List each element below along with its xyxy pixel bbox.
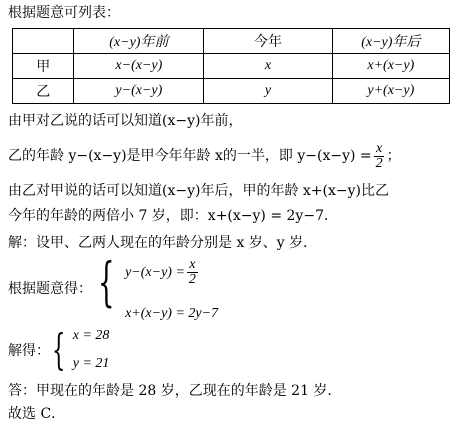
fraction — [374, 142, 385, 171]
fraction-denominator: 2 — [375, 155, 383, 171]
table-header-row — [13, 29, 450, 54]
reasoning-line-2 — [8, 140, 401, 172]
system-1-eq-2: x+(x−y) = 2y−7 — [125, 306, 219, 321]
equation-system-2 — [52, 325, 110, 374]
system-1-eq-1-text: y−(x−y) = — [125, 264, 185, 280]
table-cell: x+(x−y) — [332, 54, 449, 79]
table-cell: x — [204, 54, 332, 79]
reasoning-line-3: 由乙对甲说的话可以知道(x−y)年后，甲的年龄 x+(x−y)比乙 — [8, 183, 389, 199]
intro-text: 根据题意可列表： — [8, 5, 120, 21]
left-brace-icon: { — [52, 325, 66, 374]
system-1-eq-1 — [125, 258, 218, 287]
table-header-cell: (x−y)年后 — [332, 29, 449, 54]
table-header-cell: (x−y)年前 — [74, 29, 204, 54]
fraction-denominator: 2 — [188, 272, 196, 287]
reasoning-line-2-text: 乙的年龄 y−(x−y)是甲今年年龄 x的一半，即 y−(x−y) = — [8, 148, 372, 164]
table-row — [13, 54, 450, 79]
fraction-numerator: x — [189, 257, 196, 272]
reasoning-line-1: 由甲对乙说的话可以知道(x−y)年前， — [8, 113, 243, 129]
system-2-label: 解得： — [8, 343, 50, 359]
choice-text: 故选 C． — [8, 406, 66, 422]
reasoning-line-4: 今年的年龄的两倍小 7 岁，即：x+(x−y) = 2y−7． — [8, 208, 338, 224]
fraction-numerator: x — [376, 140, 383, 156]
table-cell: 乙 — [13, 79, 74, 104]
system-1-equations — [125, 258, 218, 322]
table-header-cell: 今年 — [204, 29, 332, 54]
equation-system-1 — [98, 253, 219, 322]
answer-text: 答：甲现在的年龄是 28 岁，乙现在的年龄是 21 岁． — [8, 383, 342, 399]
table-cell: y+(x−y) — [332, 79, 449, 104]
table-header-cell — [13, 29, 74, 54]
system-2-equations — [73, 328, 110, 372]
solution-setup: 解：设甲、乙两人现在的年龄分别是 x 岁、y 岁． — [8, 235, 318, 251]
fraction — [187, 258, 198, 287]
system-2-eq-1: x = 28 — [72, 328, 110, 343]
table-cell: 甲 — [13, 54, 74, 79]
age-table — [12, 28, 450, 104]
system-1-label: 根据题意得： — [8, 281, 92, 297]
reasoning-line-2-end: ； — [386, 148, 401, 164]
left-brace-icon: { — [98, 253, 115, 313]
system-2-eq-2: y = 21 — [72, 356, 110, 371]
table-cell: y — [204, 79, 332, 104]
table-row — [13, 79, 450, 104]
table-cell: x−(x−y) — [74, 54, 204, 79]
table-cell: y−(x−y) — [74, 79, 204, 104]
